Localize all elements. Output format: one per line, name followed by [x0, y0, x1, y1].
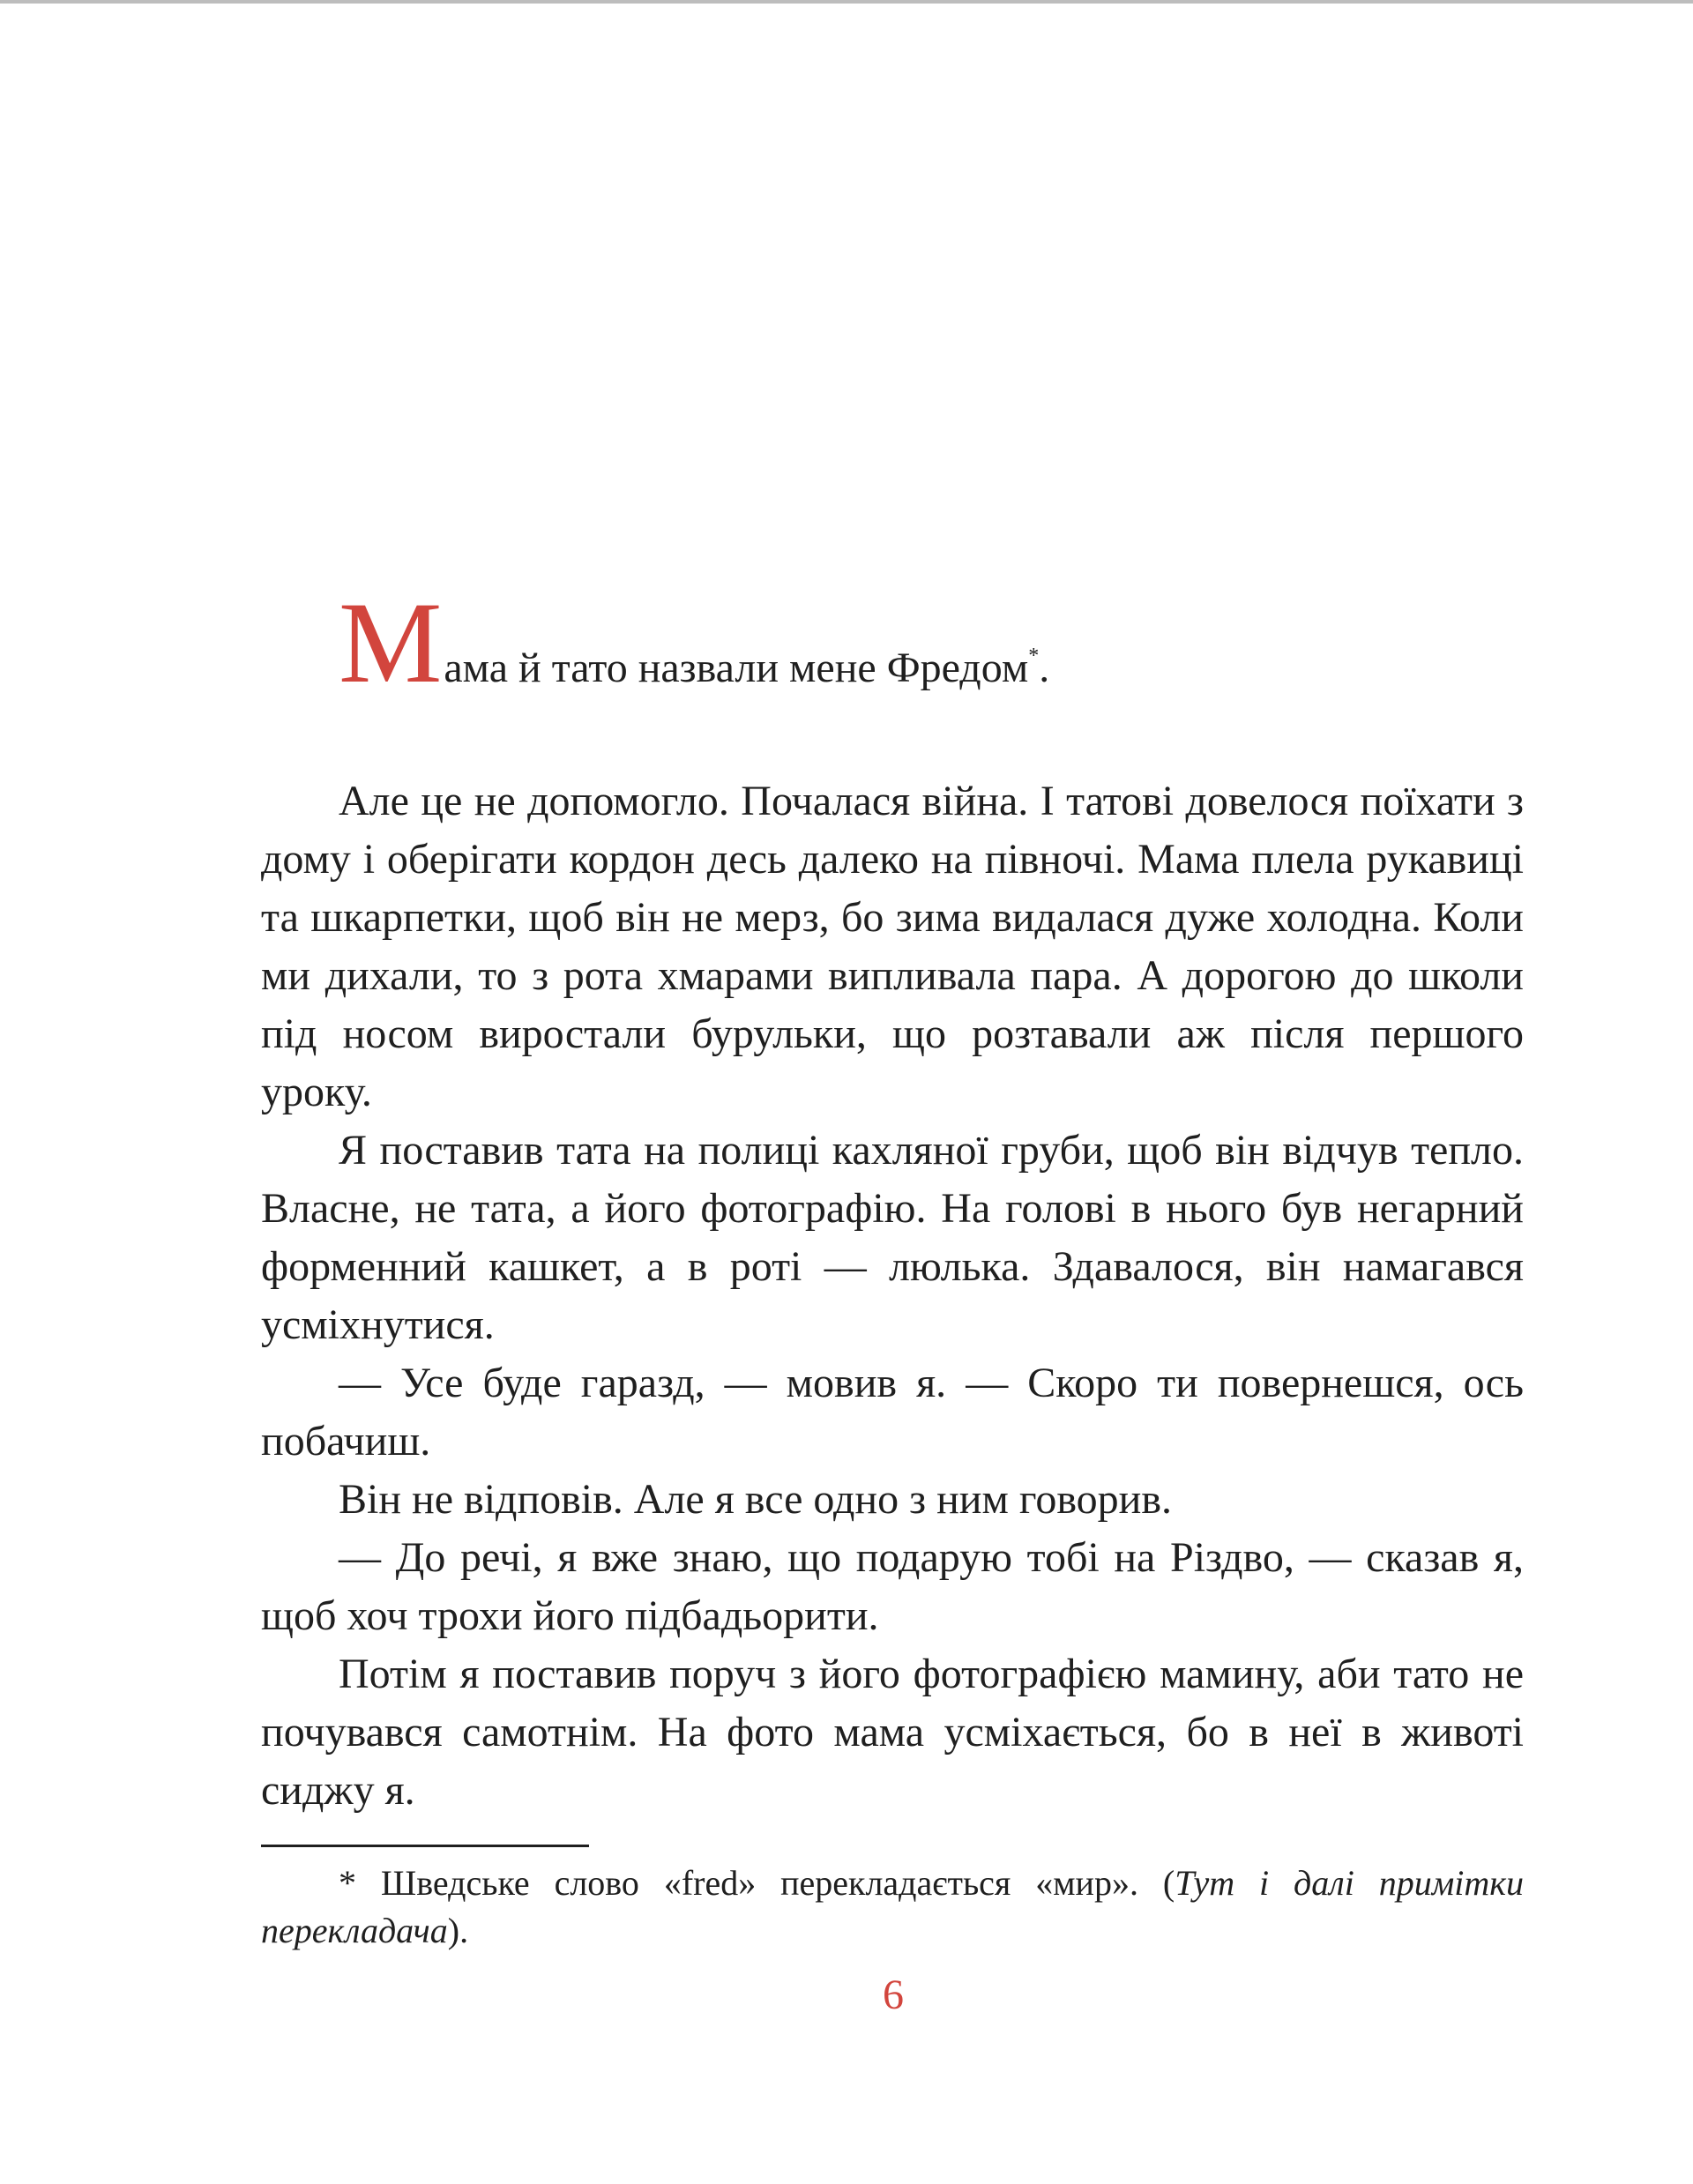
paragraph-2: Я поставив тата на полиці кахляної груби, щоб він відчув тепло. Власне, не тата, а його фотографію. На голові в нього був негарний форменний кашкет, а в роті — люлька. Здавалося, він намагався усміхнутися. [261, 1127, 1524, 1348]
top-border [0, 0, 1693, 4]
paragraph-3: — Усе буде гаразд, — мовив я. — Скоро ти повернешся, ось побачиш. [261, 1360, 1524, 1465]
paragraph-5: — До речі, я вже знаю, що подарую тобі на Різдво, — сказав я, щоб хоч трохи його підбадьорити. [261, 1534, 1524, 1639]
paragraph-6: Потім я поставив поруч з його фотографією мамину, аби тато не почувався самотнім. На фото мама усміхається, бо в неї в животі сиджу я. [261, 1651, 1524, 1814]
page-number: 6 [883, 1972, 904, 2018]
footnote [261, 1860, 1524, 1955]
drop-cap: М [339, 578, 443, 707]
paragraph-1: Але це не допомогло. Почалася війна. І татові довелося поїхати з дому і оберігати кордон десь далеко на півночі. Мама плела рукавиці та шкарпетки, щоб він не мерз, бо зима видалася дуже холодна. Коли ми дихали, то з рота хмарами випливала пара. А дорогою до школи під носом виростали бурульки, що розтавали аж після першого уроку. [261, 778, 1524, 1115]
footnote-marker: * [1028, 645, 1040, 667]
book-page-text [261, 578, 1524, 1955]
opening-line [339, 578, 1524, 716]
opening-sentence: ама й тато назвали мене Фредом [444, 645, 1029, 691]
footnote-text: * Шведське слово «fred» перекладається «мир». ( [339, 1863, 1175, 1903]
footnote-italic-text: Тут і далі примітки перекладача [261, 1863, 1524, 1950]
footnote-divider [261, 1845, 589, 1847]
opening-period: . [1039, 645, 1050, 691]
footnote-end: ). [447, 1911, 469, 1950]
paragraph-4: Він не відповів. Але я все одно з ним говорив. [339, 1476, 1172, 1523]
